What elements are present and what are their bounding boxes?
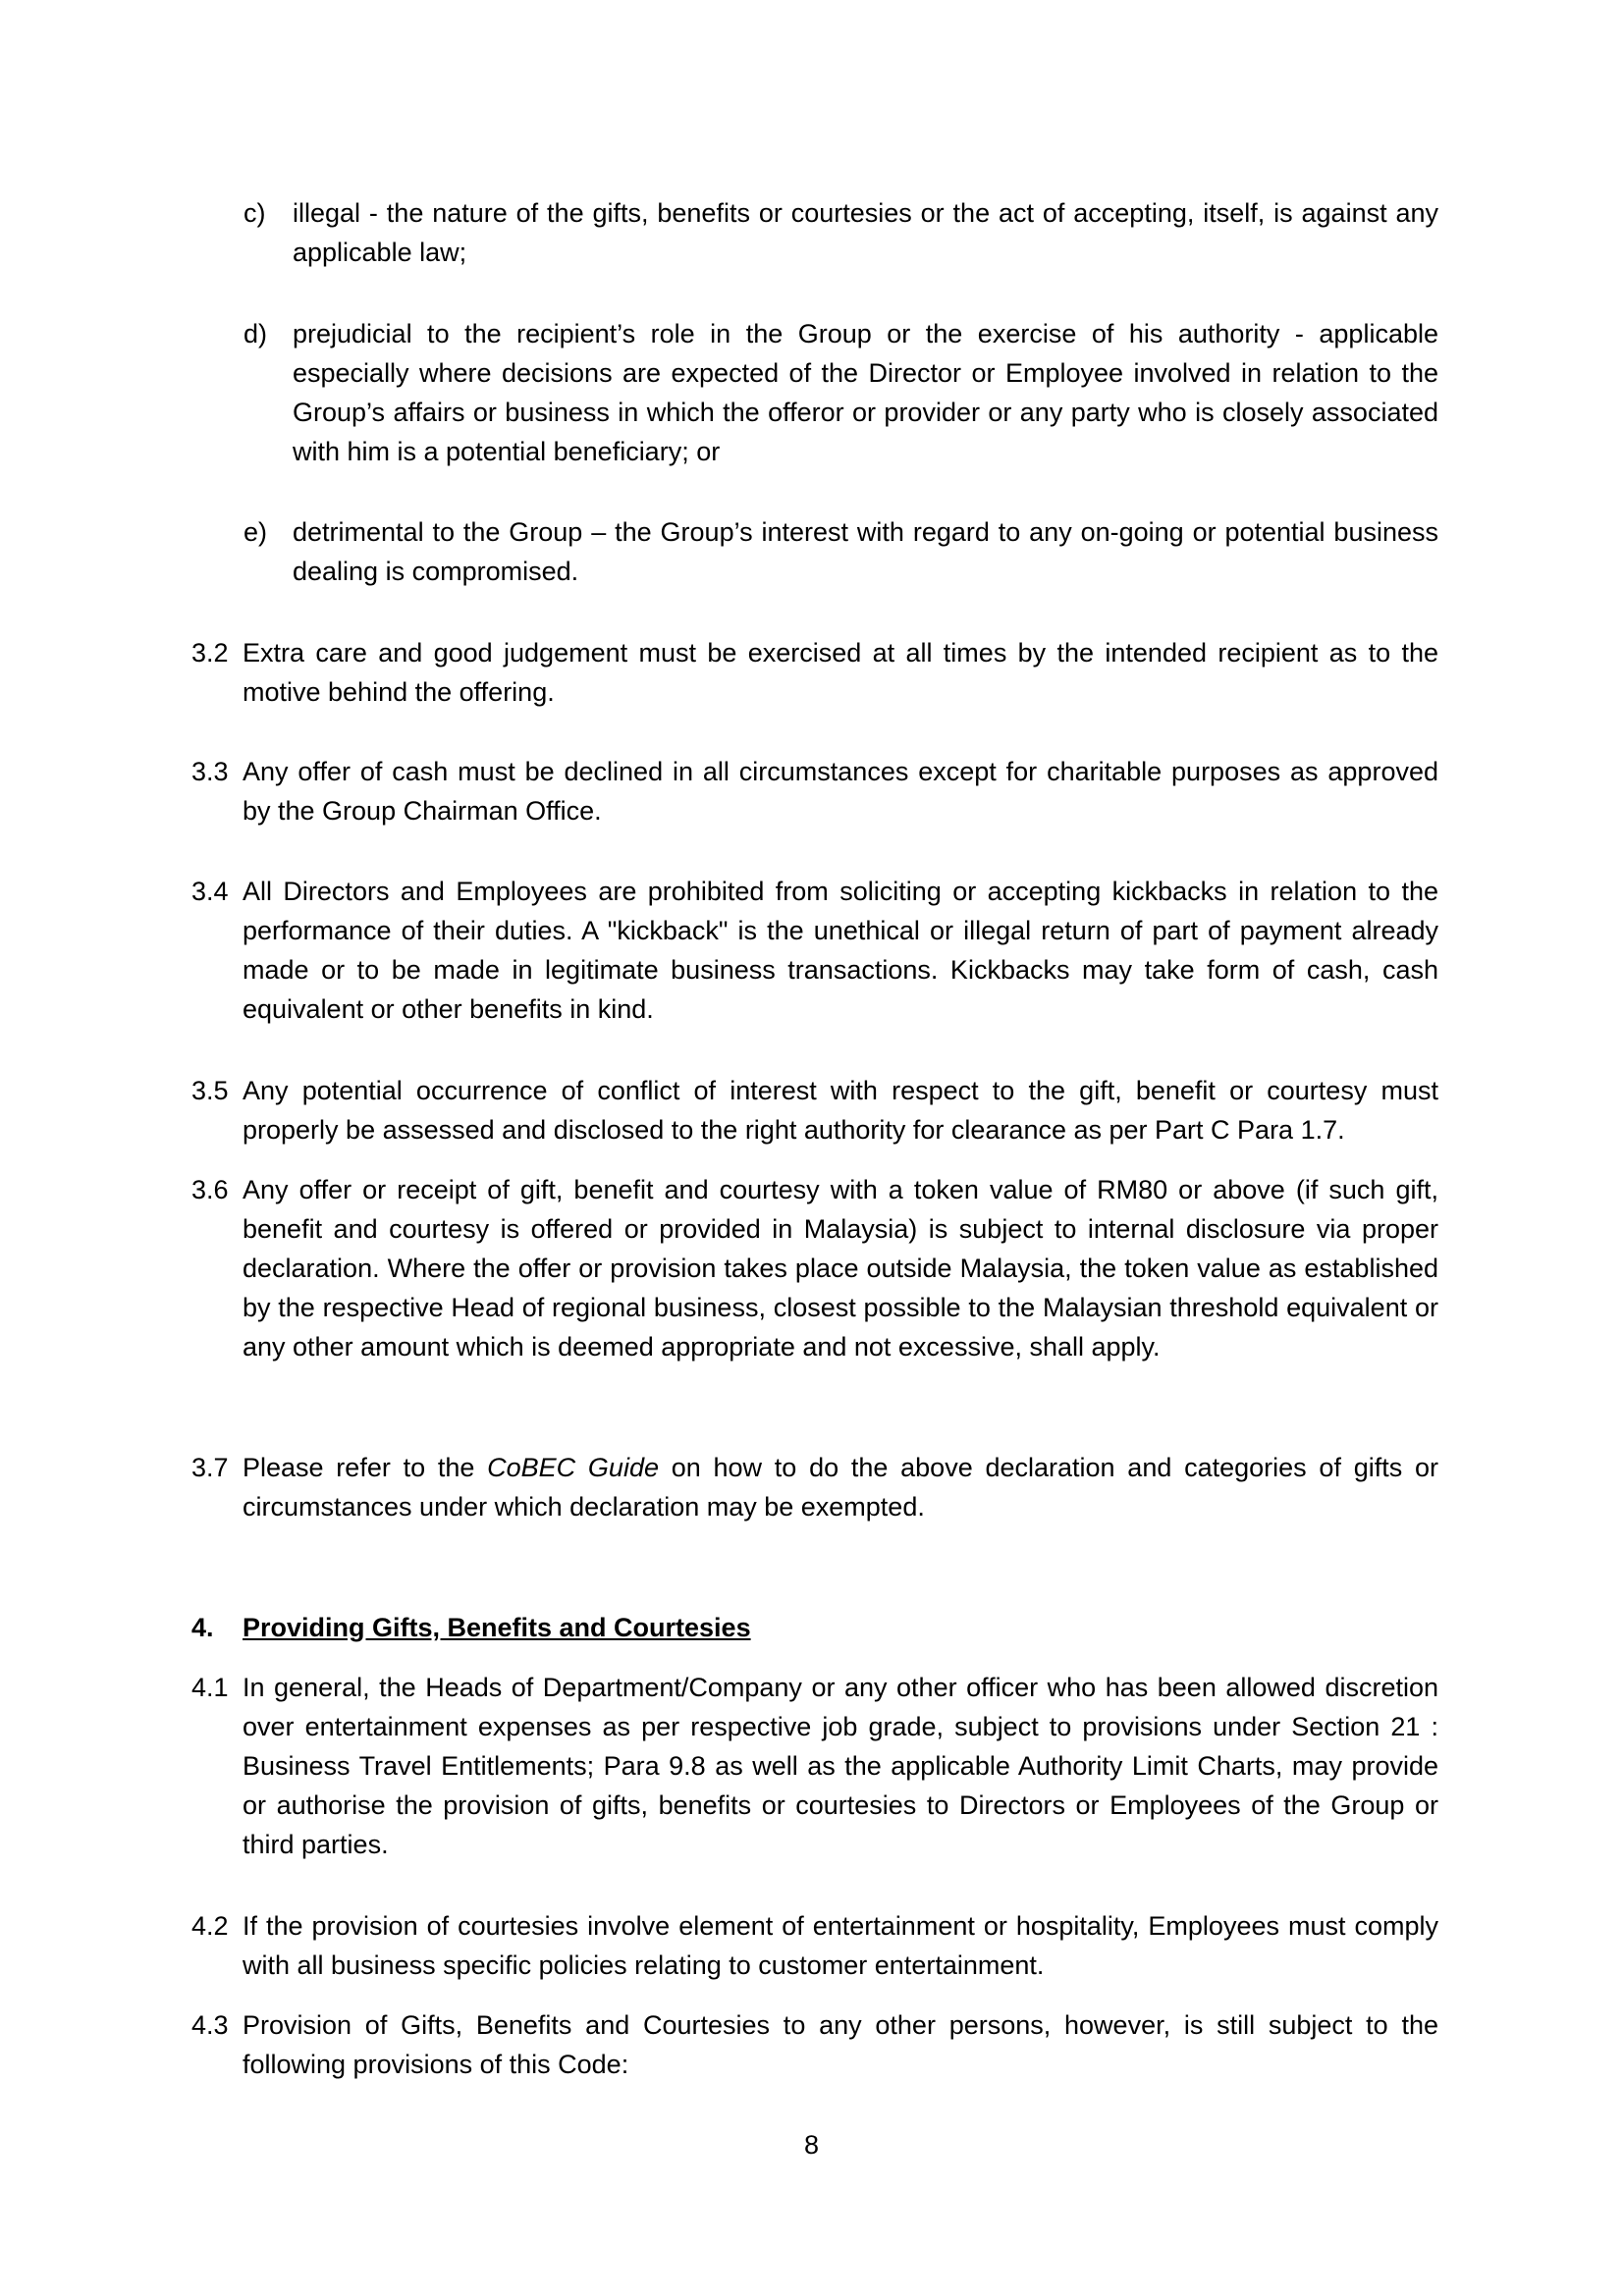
list-item-text: illegal - the nature of the gifts, benefits or courtesies or the act of accepting, itself, is against any applicable law; <box>293 198 1438 267</box>
list-item-d <box>243 314 1438 471</box>
list-item-c <box>243 193 1438 272</box>
section-title: Providing Gifts, Benefits and Courtesies <box>243 1613 751 1642</box>
clause-3-4 <box>191 872 1438 1029</box>
section-number: 4. <box>191 1613 214 1642</box>
clause-text: Any offer of cash must be declined in all circumstances except for charitable purposes as approved by the Group Chairman Office. <box>243 757 1438 826</box>
list-item-text: prejudicial to the recipient’s role in the Group or the exercise of his authority - applicable especially where decisions are expected of the Director or Employee involved in relation to the Group’s affairs or business in which the offeror or provider or any party who is closely associated with him is a potential beneficiary; or <box>293 319 1438 466</box>
clause-4-2 <box>191 1906 1438 1985</box>
clause-text: Provision of Gifts, Benefits and Courtesies to any other persons, however, is still subject to the following provisions of this Code: <box>243 2010 1438 2079</box>
cobec-guide-reference: CoBEC Guide <box>487 1453 659 1482</box>
clause-4-1 <box>191 1668 1438 1864</box>
clause-number: 4.2 <box>191 1911 229 1941</box>
clause-text: All Directors and Employees are prohibited from soliciting or accepting kickbacks in relation to the performance of their duties. A "kickback" is the unethical or illegal return of part of payment already made or to be made in legitimate business transactions. Kickbacks may take form of cash, cash equivalent or other benefits in kind. <box>243 877 1438 1024</box>
clause-text: If the provision of courtesies involve element of entertainment or hospitality, Employees must comply with all business specific policies relating to customer entertainment. <box>243 1911 1438 1980</box>
clause-3-5 <box>191 1071 1438 1149</box>
clause-text: In general, the Heads of Department/Company or any other officer who has been allowed discretion over entertainment expenses as per respective job grade, subject to provisions under Section 21 : Business Travel Entitlements; Para 9.8 as well as the applicable Authority Limit Charts, may provide or authorise the provision of gifts, benefits or courtesies to Directors or Employees of the Group or third parties. <box>243 1673 1438 1859</box>
clause-4-3 <box>191 2005 1438 2084</box>
page-number: 8 <box>803 2130 820 2160</box>
clause-text-start: Please refer to the <box>243 1453 488 1482</box>
clause-text: Any potential occurrence of conflict of interest with respect to the gift, benefit or courtesy must properly be assessed and disclosed to the right authority for clearance as per Part C Para 1.7. <box>243 1076 1438 1145</box>
clause-number: 3.5 <box>191 1076 229 1105</box>
clause-number: 3.7 <box>191 1453 229 1482</box>
clause-number: 4.3 <box>191 2010 229 2040</box>
clause-number: 3.2 <box>191 638 229 667</box>
clause-number: 3.4 <box>191 877 229 906</box>
list-marker: d) <box>243 319 268 348</box>
clause-number: 3.6 <box>191 1175 229 1204</box>
clause-3-2 <box>191 633 1438 712</box>
section-heading <box>191 1608 751 1647</box>
clause-number: 3.3 <box>191 757 229 786</box>
clause-text: Extra care and good judgement must be exercised at all times by the intended recipient as to the motive behind the offering. <box>243 638 1438 707</box>
clause-text: Any offer or receipt of gift, benefit and courtesy with a token value of RM80 or above (if such gift, benefit and courtesy is offered or provided in Malaysia) is subject to internal disclosure via proper declaration. Where the offer or provision takes place outside Malaysia, the token value as established by the respective Head of regional business, closest possible to the Malaysian threshold equivalent or any other amount which is deemed appropriate and not excessive, shall apply. <box>243 1175 1438 1362</box>
clause-text-end: on how to do the above declaration and categories of gifts or circumstances under which declaration may be exempted. <box>243 1453 1438 1522</box>
clause-3-7 <box>191 1448 1438 1526</box>
list-item-text: detrimental to the Group – the Group’s interest with regard to any on-going or potential business dealing is compromised. <box>293 517 1438 586</box>
list-item-e <box>243 512 1438 591</box>
clause-text <box>243 1448 1438 1526</box>
list-marker: e) <box>243 517 268 547</box>
list-marker: c) <box>243 198 266 228</box>
clause-number: 4.1 <box>191 1673 229 1702</box>
clause-3-3 <box>191 752 1438 830</box>
clause-3-6 <box>191 1170 1438 1366</box>
